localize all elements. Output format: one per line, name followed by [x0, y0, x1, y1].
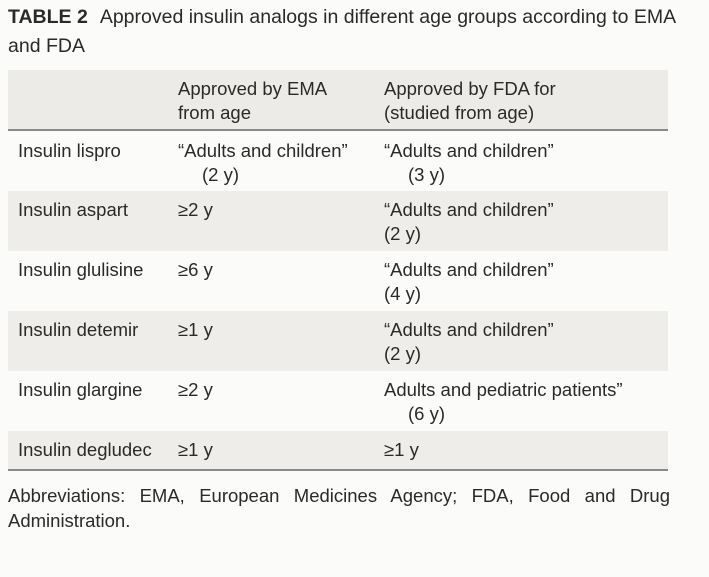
ema-cell: ≥2 y — [178, 379, 213, 400]
table-row — [8, 251, 668, 311]
table-row — [8, 431, 668, 469]
table-row — [8, 191, 668, 251]
drug-cell: Insulin detemir — [18, 319, 139, 340]
drug-cell: Insulin aspart — [18, 199, 129, 220]
fda-cell — [384, 139, 554, 187]
drug-cell: Insulin glulisine — [18, 259, 144, 280]
fda-line1: “Adults and children” — [384, 199, 554, 220]
fda-cell: ≥1 y — [384, 439, 419, 460]
header-ema-line2: from age — [178, 102, 252, 123]
fda-cell — [384, 258, 554, 306]
table-label: TABLE 2 — [8, 6, 88, 28]
header-ema-line1: Approved by EMA — [178, 78, 328, 99]
ema-cell: ≥2 y — [178, 199, 213, 220]
header-fda-line2: (studied from age) — [384, 102, 535, 123]
table-header — [8, 70, 668, 131]
table-row — [8, 131, 668, 191]
ema-cell: ≥1 y — [178, 439, 213, 460]
fda-line2: (2 y) — [384, 223, 421, 244]
ema-line1: “Adults and children” — [178, 140, 348, 161]
drug-cell: Insulin glargine — [18, 379, 143, 400]
ema-cell: ≥6 y — [178, 259, 213, 280]
insulin-table — [8, 70, 668, 471]
table-title: Approved insulin analogs in different age groups according to EMA and FDA — [8, 6, 676, 57]
fda-line2: (3 y) — [408, 164, 445, 185]
ema-cell — [178, 139, 348, 187]
fda-line1: “Adults and children” — [384, 259, 554, 280]
table-row — [8, 311, 668, 371]
fda-line1: “Adults and children” — [384, 140, 554, 161]
header-fda — [384, 77, 556, 125]
fda-cell — [384, 198, 554, 246]
fda-cell — [384, 378, 623, 426]
drug-cell: Insulin lispro — [18, 140, 121, 161]
table-footnote: Abbreviations: EMA, European Medicines Agency; FDA, Food and Drug Administration. — [8, 485, 670, 531]
fda-line2: (2 y) — [384, 343, 421, 364]
table-row — [8, 371, 668, 431]
header-fda-line1: Approved by FDA for — [384, 78, 556, 99]
ema-cell: ≥1 y — [178, 319, 213, 340]
fda-cell — [384, 318, 554, 366]
fda-line1: “Adults and children” — [384, 319, 554, 340]
fda-line1: Adults and pediatric patients” — [384, 379, 623, 400]
drug-cell: Insulin degludec — [18, 439, 152, 460]
table-caption — [8, 3, 698, 61]
ema-line2: (2 y) — [202, 164, 239, 185]
header-ema — [178, 77, 327, 125]
fda-line2: (6 y) — [408, 403, 445, 424]
fda-line2: (4 y) — [384, 283, 421, 304]
table-bottom-rule — [8, 469, 668, 471]
